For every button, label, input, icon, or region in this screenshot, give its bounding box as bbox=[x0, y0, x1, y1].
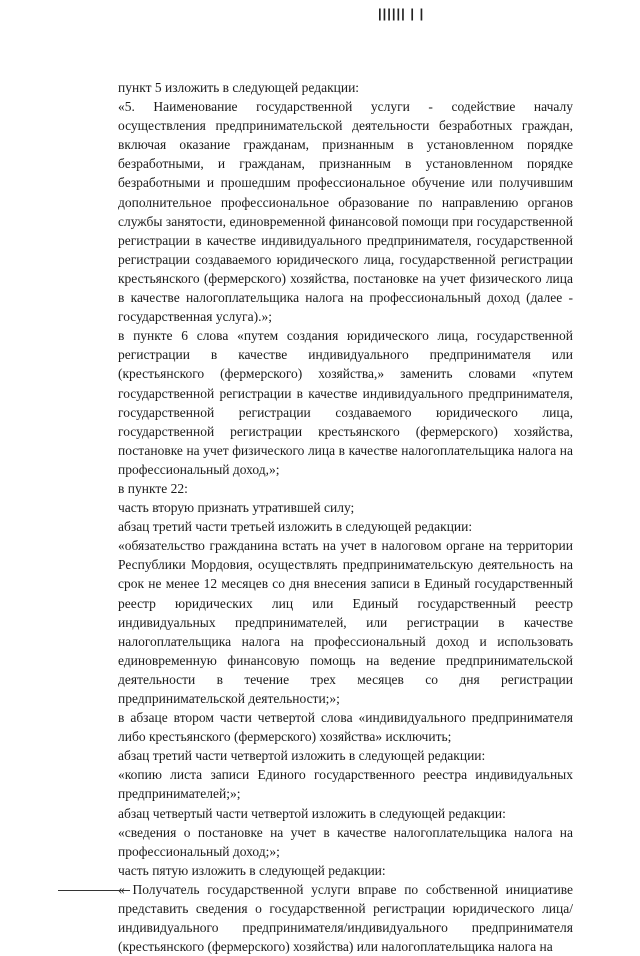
document-body bbox=[118, 78, 573, 956]
page-barcode-marker: |||||| | | bbox=[378, 6, 425, 21]
paragraph: часть пятую изложить в следующей редакции: bbox=[118, 862, 386, 878]
paragraph: «копию листа записи Единого государственного реестра индивидуальных предпринимателей;»; bbox=[118, 767, 573, 802]
paragraph: в абзаце втором части четвертой слова «индивидуального предпринимателя либо крестьянского (фермерского) хозяйства» исключить; bbox=[118, 710, 573, 745]
footer-rule bbox=[58, 890, 130, 891]
paragraph: «сведения о постановке на учет в качестве налогоплательщика налога на профессиональный доход;»; bbox=[118, 824, 573, 859]
paragraph: в пункте 22: bbox=[118, 480, 188, 496]
paragraph: абзац третий части третьей изложить в следующей редакции: bbox=[118, 519, 473, 535]
paragraph: «5. Наименование государственной услуги - содействие началу осуществления предпринимательской деятельности безработных граждан, включая оказание гражданам, признанным в установленном порядке безработными, и гражданам, признанным в установленном порядке безработными и прошедшим профессиональное обучение или получившим дополнительное профессиональное образование по направлению органов службы занятости, единовременной финансовой помощи при государственной регистрации в качестве индивидуального предпринимателя, государственной регистрации создаваемого юридического лица, государственной регистрации крестьянского (фермерского) хозяйства, постановке на учет физического лица в качестве налогоплательщика налога на профессиональный доход (далее - государственная услуга).»; bbox=[118, 99, 573, 325]
paragraph: в пункте 6 слова «путем создания юридического лица, государственной регистрации в качестве индивидуального предпринимателя или (крестьянского (фермерского) хозяйства,» заменить словами «путем государственной регистрации в качестве индивидуального предпринимателя, государственной регистрации создаваемого юридического лица, государственной регистрации крестьянского (фермерского) хозяйства, постановке на учет физического лица в качестве налогоплательщика налога на профессиональный доход,»; bbox=[118, 328, 573, 477]
paragraph: абзац третий части четвертой изложить в следующей редакции: bbox=[118, 748, 486, 764]
paragraph: « Получатель государственной услуги вправе по собственной инициативе представить сведения о государственной регистрации юридического лица/индивидуального предпринимателя/индивидуального предпринимателя (крестьянского (фермерского) хозяйства) или налогоплательщика налога на bbox=[118, 881, 573, 955]
paragraph: «обязательство гражданина встать на учет в налоговом органе на территории Республики Мордовия, осуществлять предпринимательскую деятельность на срок не менее 12 месяцев со дня внесения записи в Единый государственный реестр юридических лиц или Единый государственный реестр индивидуальных предпринимателей, или регистрации в качестве налогоплательщика налога на профессиональный доход и использовать единовременную финансовую помощь на ведение предпринимательской деятельности в течение трех месяцев со дня регистрации предпринимательской деятельности;»; bbox=[118, 538, 573, 706]
paragraph: абзац четвертый части четвертой изложить в следующей редакции: bbox=[118, 805, 506, 821]
paragraph: пункт 5 изложить в следующей редакции: bbox=[118, 80, 360, 95]
paragraph: часть вторую признать утратившей силу; bbox=[118, 500, 355, 516]
